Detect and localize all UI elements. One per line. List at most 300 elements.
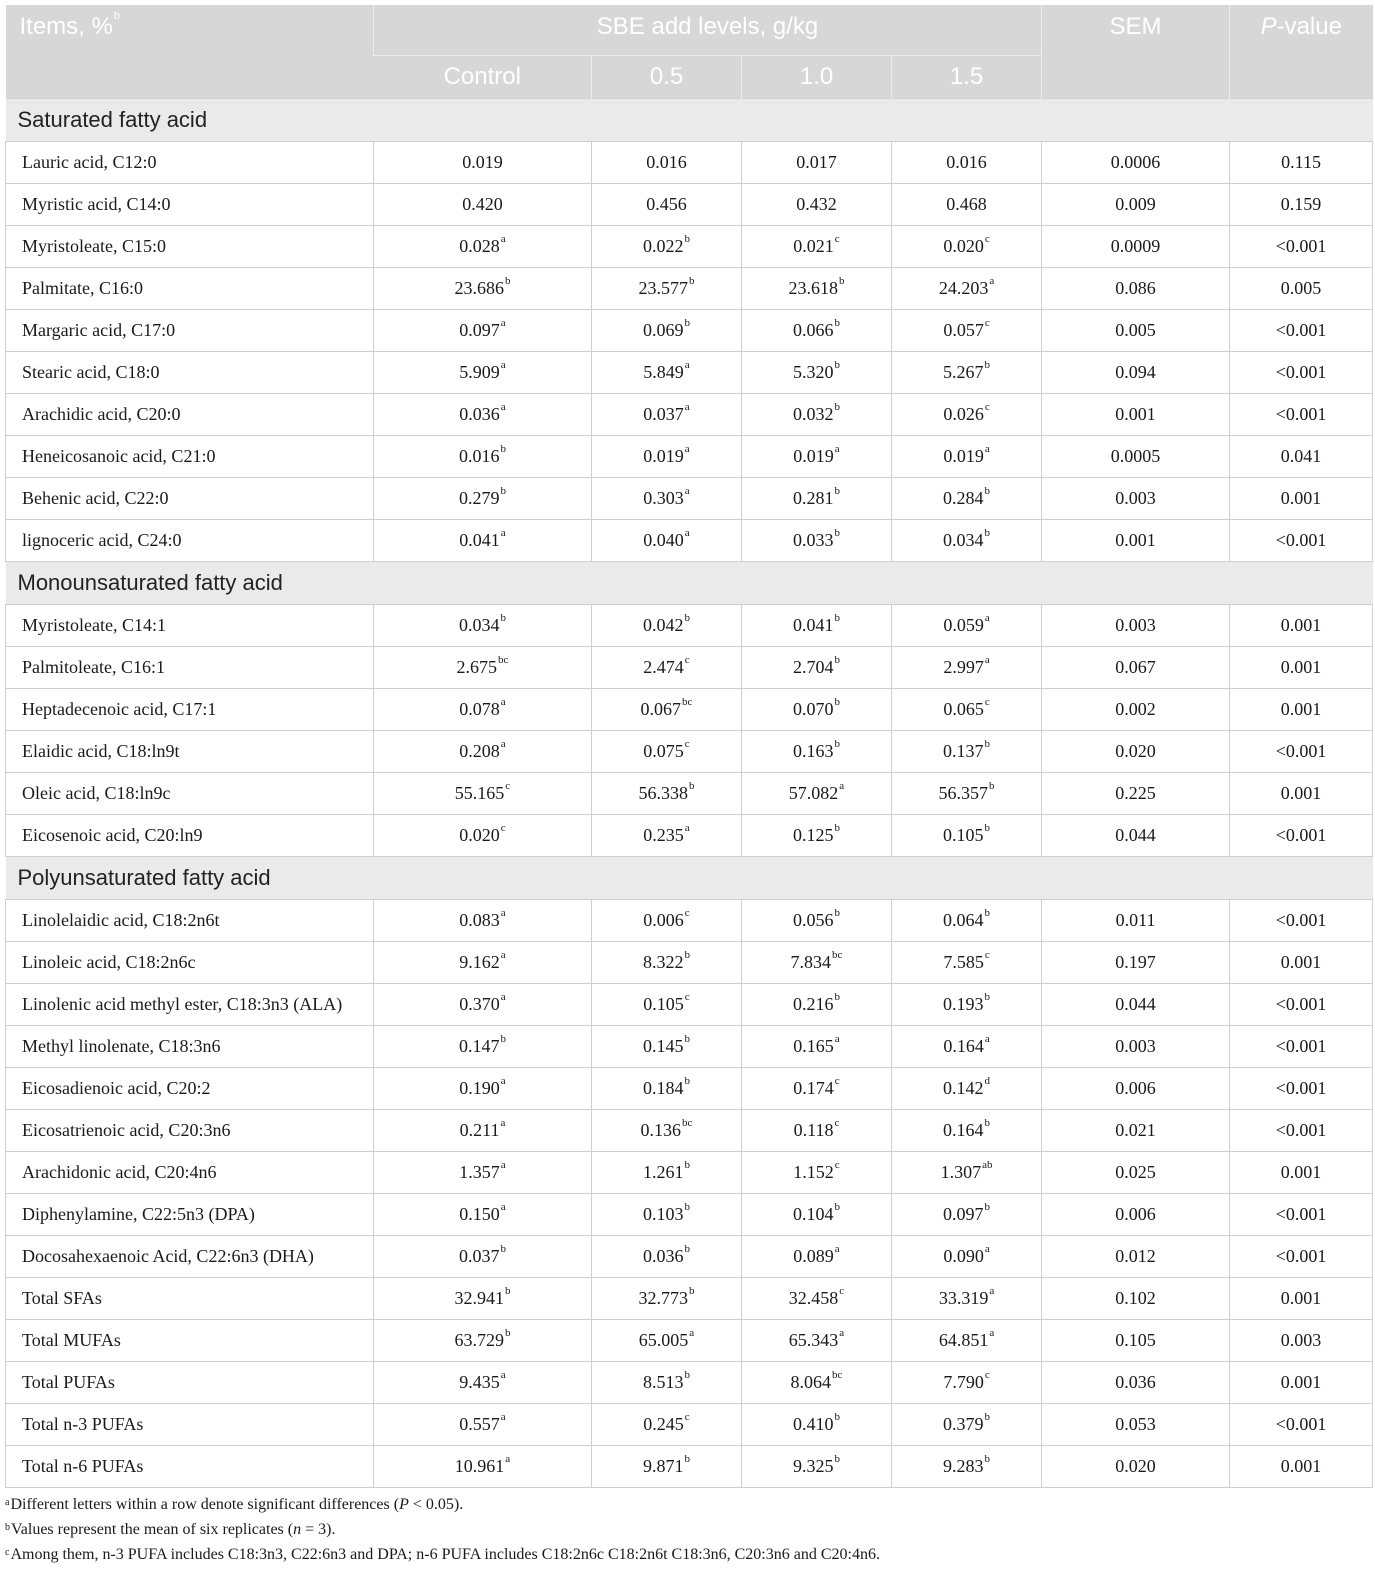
fatty-acid-name: Eicosatrienoic acid, C20:3n6: [6, 1110, 374, 1152]
significance-letter: b: [500, 443, 506, 455]
significance-letter: a: [500, 991, 506, 1003]
sem-cell: 0.001: [1042, 520, 1230, 562]
value: 0.432: [796, 194, 837, 214]
value-cell: [592, 1320, 742, 1362]
value-cell: [592, 184, 742, 226]
sem-cell: 0.020: [1042, 731, 1230, 773]
significance-letter: b: [984, 359, 991, 371]
value-cell: [592, 478, 742, 520]
significance-letter: a: [500, 907, 506, 919]
value-cell: [892, 1194, 1042, 1236]
table-row: [6, 268, 1373, 310]
items-header: Items, %$^b$: [6, 5, 374, 99]
sem-cell: 0.012: [1042, 1236, 1230, 1278]
p-value-cell: <0.001: [1230, 1194, 1373, 1236]
footnote-a: $^a$Different letters within a row denote significant differences (P < 0.05).: [5, 1496, 464, 1513]
significance-letter: b: [834, 1201, 840, 1213]
value: 0.064: [943, 910, 984, 930]
significance-letter: a: [500, 359, 506, 371]
value: 0.019: [793, 446, 834, 466]
value-cell: [592, 1446, 742, 1488]
sbe-levels-header: SBE add levels, g/kg: [374, 5, 1042, 56]
significance-letter: b: [505, 1285, 511, 1297]
value: 0.017: [796, 152, 837, 172]
table-body: [6, 99, 1373, 1488]
table-row: [6, 226, 1373, 268]
value: 5.849: [643, 362, 684, 382]
value: 0.041: [793, 615, 834, 635]
value-cell: [742, 900, 892, 942]
value: 0.065: [943, 699, 984, 719]
sem-cell: 0.0006: [1042, 142, 1230, 184]
fatty-acid-name: Myristoleate, C15:0: [6, 226, 374, 268]
p-value-cell: <0.001: [1230, 394, 1373, 436]
value: 0.041: [459, 530, 500, 550]
value: 0.174: [793, 1078, 834, 1098]
significance-letter: c: [684, 1411, 690, 1423]
significance-letter: c: [984, 401, 990, 413]
significance-letter: b: [684, 233, 690, 245]
table-row: [6, 1362, 1373, 1404]
sem-cell: 0.044: [1042, 984, 1230, 1026]
value: 0.019: [462, 152, 503, 172]
value-cell: [742, 984, 892, 1026]
p-value-cell: 0.115: [1230, 142, 1373, 184]
value-cell: [742, 647, 892, 689]
fatty-acid-name: Linoleic acid, C18:2n6c: [6, 942, 374, 984]
significance-letter: b: [834, 401, 840, 413]
value: 0.090: [943, 1246, 984, 1266]
table-row: [6, 520, 1373, 562]
significance-letter: b: [989, 780, 995, 792]
value-cell: [592, 1152, 742, 1194]
significance-letter: a: [689, 1327, 695, 1339]
value: 0.420: [462, 194, 503, 214]
significance-letter: a: [500, 1117, 506, 1129]
value-cell: [742, 1446, 892, 1488]
value: 0.075: [643, 741, 684, 761]
value-cell: [742, 942, 892, 984]
value-cell: [374, 352, 592, 394]
fatty-acid-name: Arachidic acid, C20:0: [6, 394, 374, 436]
fatty-acid-name: Oleic acid, C18:ln9c: [6, 773, 374, 815]
p-value-cell: <0.001: [1230, 984, 1373, 1026]
sem-cell: 0.197: [1042, 942, 1230, 984]
value-cell: [592, 942, 742, 984]
value-cell: [742, 394, 892, 436]
significance-letter: c: [684, 991, 690, 1003]
table-row: [6, 984, 1373, 1026]
table-row: [6, 647, 1373, 689]
value: 0.468: [946, 194, 987, 214]
fatty-acid-name: Heptadecenoic acid, C17:1: [6, 689, 374, 731]
significance-letter: b: [689, 780, 695, 792]
value: 0.022: [643, 236, 684, 256]
table-row: [6, 310, 1373, 352]
significance-letter: b: [984, 485, 991, 497]
value-cell: [892, 226, 1042, 268]
significance-letter: b: [684, 1159, 690, 1171]
fatty-acid-name: Diphenylamine, C22:5n3 (DPA): [6, 1194, 374, 1236]
significance-letter: c: [834, 1075, 840, 1087]
table-row: [6, 1194, 1373, 1236]
significance-letter: d: [984, 1075, 991, 1087]
significance-letter: a: [684, 822, 690, 834]
value: 0.037: [643, 404, 684, 424]
value: 0.136: [640, 1120, 682, 1140]
significance-letter: b: [684, 1201, 690, 1213]
fatty-acid-name: Palmitate, C16:0: [6, 268, 374, 310]
p-value-cell: <0.001: [1230, 1026, 1373, 1068]
fatty-acid-name: Total MUFAs: [6, 1320, 374, 1362]
significance-letter: b: [834, 696, 840, 708]
value-cell: [742, 1026, 892, 1068]
value: 2.704: [793, 657, 834, 677]
section-row: [6, 857, 1373, 900]
p-value-cell: 0.001: [1230, 773, 1373, 815]
value-cell: [592, 1278, 742, 1320]
table-row: [6, 1152, 1373, 1194]
value: 0.097: [459, 320, 500, 340]
value: 0.137: [943, 741, 984, 761]
value-cell: [892, 520, 1042, 562]
significance-letter: b: [984, 1201, 991, 1213]
value: 0.078: [459, 699, 500, 719]
p-value-cell: <0.001: [1230, 1404, 1373, 1446]
value: 0.150: [459, 1204, 500, 1224]
significance-letter: a: [984, 443, 990, 455]
significance-letter: a: [684, 401, 690, 413]
value: 9.435: [459, 1372, 500, 1392]
value-cell: [892, 268, 1042, 310]
value-cell: [892, 1026, 1042, 1068]
value-cell: [742, 352, 892, 394]
sem-cell: 0.025: [1042, 1152, 1230, 1194]
value: 0.145: [643, 1036, 684, 1056]
sem-cell: 0.086: [1042, 268, 1230, 310]
significance-letter: a: [500, 527, 506, 539]
section-row: [6, 562, 1373, 605]
significance-letter: a: [505, 1453, 511, 1465]
value-cell: [592, 1194, 742, 1236]
value: 8.064: [790, 1372, 832, 1392]
value: 7.790: [943, 1372, 984, 1392]
value-cell: [592, 1026, 742, 1068]
p-value-cell: 0.001: [1230, 1152, 1373, 1194]
value-cell: [742, 184, 892, 226]
value-cell: [742, 436, 892, 478]
value: 0.193: [943, 994, 984, 1014]
significance-letter: a: [989, 1285, 995, 1297]
fatty-acid-name: Total n-6 PUFAs: [6, 1446, 374, 1488]
fatty-acid-name: Margaric acid, C17:0: [6, 310, 374, 352]
value: 0.245: [643, 1414, 684, 1434]
value-cell: [892, 689, 1042, 731]
value: 0.033: [793, 530, 834, 550]
value: 0.303: [643, 488, 684, 508]
value-cell: [742, 1320, 892, 1362]
sem-cell: 0.094: [1042, 352, 1230, 394]
significance-letter: b: [984, 527, 991, 539]
significance-letter: b: [689, 275, 695, 287]
value: 0.057: [943, 320, 984, 340]
value: 0.164: [943, 1120, 984, 1140]
value: 0.016: [646, 152, 687, 172]
value: 23.686: [454, 278, 504, 298]
value-cell: [374, 226, 592, 268]
value: 0.019: [643, 446, 684, 466]
fatty-acid-name: Myristoleate, C14:1: [6, 605, 374, 647]
table-row: [6, 773, 1373, 815]
significance-letter: a: [684, 443, 690, 455]
significance-letter: c: [984, 1369, 990, 1381]
p-value-cell: <0.001: [1230, 1068, 1373, 1110]
value-cell: [374, 605, 592, 647]
significance-letter: b: [684, 1243, 690, 1255]
significance-letter: c: [834, 233, 840, 245]
value-cell: [374, 900, 592, 942]
fatty-acid-name: Docosahexaenoic Acid, C22:6n3 (DHA): [6, 1236, 374, 1278]
table-row: [6, 436, 1373, 478]
value-cell: [374, 689, 592, 731]
value-cell: [592, 647, 742, 689]
sem-cell: 0.006: [1042, 1194, 1230, 1236]
significance-letter: b: [505, 275, 511, 287]
value: 7.834: [790, 952, 832, 972]
value-cell: [742, 1194, 892, 1236]
value: 0.125: [793, 825, 834, 845]
significance-letter: b: [984, 907, 991, 919]
value-cell: [592, 900, 742, 942]
value: 1.261: [643, 1162, 684, 1182]
value: 33.319: [938, 1288, 989, 1308]
table-row: [6, 1278, 1373, 1320]
value-cell: [592, 142, 742, 184]
significance-letter: bc: [498, 654, 509, 666]
p-value-cell: <0.001: [1230, 352, 1373, 394]
value: 0.032: [793, 404, 834, 424]
table-row: [6, 942, 1373, 984]
value-cell: [742, 226, 892, 268]
value-cell: [742, 731, 892, 773]
value-cell: [892, 815, 1042, 857]
significance-letter: a: [684, 485, 690, 497]
significance-letter: a: [500, 1369, 506, 1381]
value: 0.020: [943, 236, 984, 256]
sem-cell: 0.0005: [1042, 436, 1230, 478]
value-cell: [374, 1152, 592, 1194]
section-title: Monounsaturated fatty acid: [6, 562, 1373, 605]
value-cell: [742, 773, 892, 815]
value: 65.343: [788, 1330, 839, 1350]
value-cell: [592, 394, 742, 436]
sem-cell: 0.036: [1042, 1362, 1230, 1404]
value: 0.042: [643, 615, 684, 635]
sem-cell: 0.011: [1042, 900, 1230, 942]
significance-letter: bc: [832, 1369, 843, 1381]
value-cell: [374, 1068, 592, 1110]
p-value-cell: 0.001: [1230, 478, 1373, 520]
significance-letter: b: [834, 738, 840, 750]
value: 32.941: [454, 1288, 504, 1308]
footnote-b: $^b$Values represent the mean of six replicates (n = 3).: [5, 1521, 336, 1538]
value: 0.105: [943, 825, 984, 845]
value-cell: [374, 647, 592, 689]
sem-cell: 0.003: [1042, 605, 1230, 647]
fatty-acid-name: Myristic acid, C14:0: [6, 184, 374, 226]
significance-letter: a: [500, 738, 506, 750]
section-title: Polyunsaturated fatty acid: [6, 857, 1373, 900]
value: 9.162: [459, 952, 500, 972]
significance-letter: b: [689, 1285, 695, 1297]
table-row: [6, 731, 1373, 773]
value: 0.069: [643, 320, 684, 340]
value-cell: [892, 605, 1042, 647]
significance-letter: a: [984, 1033, 990, 1045]
significance-letter: c: [500, 822, 506, 834]
significance-letter: a: [839, 780, 845, 792]
table-row: [6, 478, 1373, 520]
value: 5.320: [793, 362, 834, 382]
value: 0.105: [643, 994, 684, 1014]
value-cell: [592, 1110, 742, 1152]
value: 9.283: [943, 1456, 984, 1476]
significance-letter: b: [984, 822, 991, 834]
value: 0.235: [643, 825, 684, 845]
value: 0.034: [459, 615, 500, 635]
significance-letter: a: [500, 317, 506, 329]
p-value-cell: <0.001: [1230, 900, 1373, 942]
value-cell: [892, 984, 1042, 1026]
value-cell: [742, 1236, 892, 1278]
value: 0.006: [643, 910, 684, 930]
significance-letter: bc: [682, 1117, 693, 1129]
value-cell: [892, 1236, 1042, 1278]
significance-letter: b: [834, 822, 840, 834]
significance-letter: b: [500, 485, 506, 497]
value: 63.729: [454, 1330, 504, 1350]
value-cell: [374, 478, 592, 520]
value-cell: [374, 310, 592, 352]
value: 0.208: [459, 741, 500, 761]
value-cell: [892, 436, 1042, 478]
value: 0.103: [643, 1204, 684, 1224]
value-cell: [892, 1362, 1042, 1404]
sem-cell: 0.044: [1042, 815, 1230, 857]
fatty-acid-name: Eicosenoic acid, C20:ln9: [6, 815, 374, 857]
value: 0.028: [459, 236, 500, 256]
significance-letter: c: [839, 1285, 845, 1297]
significance-letter: c: [984, 696, 990, 708]
value-cell: [742, 605, 892, 647]
value-cell: [374, 1236, 592, 1278]
value-cell: [374, 731, 592, 773]
significance-letter: a: [834, 443, 840, 455]
significance-letter: b: [984, 738, 991, 750]
value-cell: [742, 1278, 892, 1320]
value-cell: [892, 731, 1042, 773]
value-cell: [742, 142, 892, 184]
fatty-acid-name: Eicosadienoic acid, C20:2: [6, 1068, 374, 1110]
value: 9.871: [643, 1456, 684, 1476]
value-cell: [374, 1362, 592, 1404]
significance-letter: b: [984, 991, 991, 1003]
value-cell: [374, 1026, 592, 1068]
value: 0.036: [643, 1246, 684, 1266]
value: 2.675: [456, 657, 498, 677]
value: 1.357: [459, 1162, 500, 1182]
value: 56.357: [938, 783, 989, 803]
fatty-acid-name: Elaidic acid, C18:ln9t: [6, 731, 374, 773]
value-cell: [374, 1278, 592, 1320]
value-cell: [892, 1404, 1042, 1446]
value-cell: [592, 436, 742, 478]
sem-cell: 0.003: [1042, 478, 1230, 520]
value-cell: [374, 1194, 592, 1236]
value: 7.585: [943, 952, 984, 972]
p-value-cell: <0.001: [1230, 310, 1373, 352]
value: 0.066: [793, 320, 834, 340]
significance-letter: a: [839, 1327, 845, 1339]
value-cell: [592, 226, 742, 268]
value-cell: [742, 815, 892, 857]
section-row: [6, 99, 1373, 142]
value-cell: [742, 1404, 892, 1446]
value-cell: [592, 605, 742, 647]
value: 5.267: [943, 362, 984, 382]
value-cell: [892, 1320, 1042, 1362]
level-header-0-5: 0.5: [592, 56, 742, 99]
footnote-c: $^c$Among them, n-3 PUFA includes C18:3n3, C22:6n3 and DPA; n-6 PUFA includes C18:2n6c C18:2n6t C18:3n6, C20:3n6 and C20:4n6.: [5, 1546, 880, 1563]
significance-letter: b: [684, 1453, 690, 1465]
p-value-cell: 0.001: [1230, 1446, 1373, 1488]
value-cell: [892, 1152, 1042, 1194]
p-value-cell: 0.159: [1230, 184, 1373, 226]
value: 0.190: [459, 1078, 500, 1098]
significance-letter: c: [684, 738, 690, 750]
value-cell: [892, 1110, 1042, 1152]
significance-letter: a: [500, 1411, 506, 1423]
value-cell: [374, 184, 592, 226]
value-cell: [742, 1362, 892, 1404]
value-cell: [592, 268, 742, 310]
table-row: [6, 184, 1373, 226]
value: 0.021: [793, 236, 834, 256]
value-cell: [592, 689, 742, 731]
fatty-acid-name: Linolelaidic acid, C18:2n6t: [6, 900, 374, 942]
value: 0.284: [943, 488, 984, 508]
p-value-cell: 0.001: [1230, 605, 1373, 647]
value: 0.016: [459, 446, 500, 466]
value: 0.056: [793, 910, 834, 930]
value-cell: [892, 184, 1042, 226]
value-cell: [374, 773, 592, 815]
p-value-header: P-value: [1230, 5, 1373, 99]
footnotes: [5, 1492, 1372, 1567]
sem-cell: 0.002: [1042, 689, 1230, 731]
significance-letter: a: [984, 1243, 990, 1255]
sem-cell: 0.009: [1042, 184, 1230, 226]
fatty-acid-name: lignoceric acid, C24:0: [6, 520, 374, 562]
level-header-control: Control: [374, 56, 592, 99]
significance-letter: a: [500, 233, 506, 245]
value-cell: [374, 520, 592, 562]
sem-cell: 0.102: [1042, 1278, 1230, 1320]
value: 55.165: [454, 783, 505, 803]
sem-cell: 0.006: [1042, 1068, 1230, 1110]
value-cell: [592, 1362, 742, 1404]
sem-cell: 0.0009: [1042, 226, 1230, 268]
